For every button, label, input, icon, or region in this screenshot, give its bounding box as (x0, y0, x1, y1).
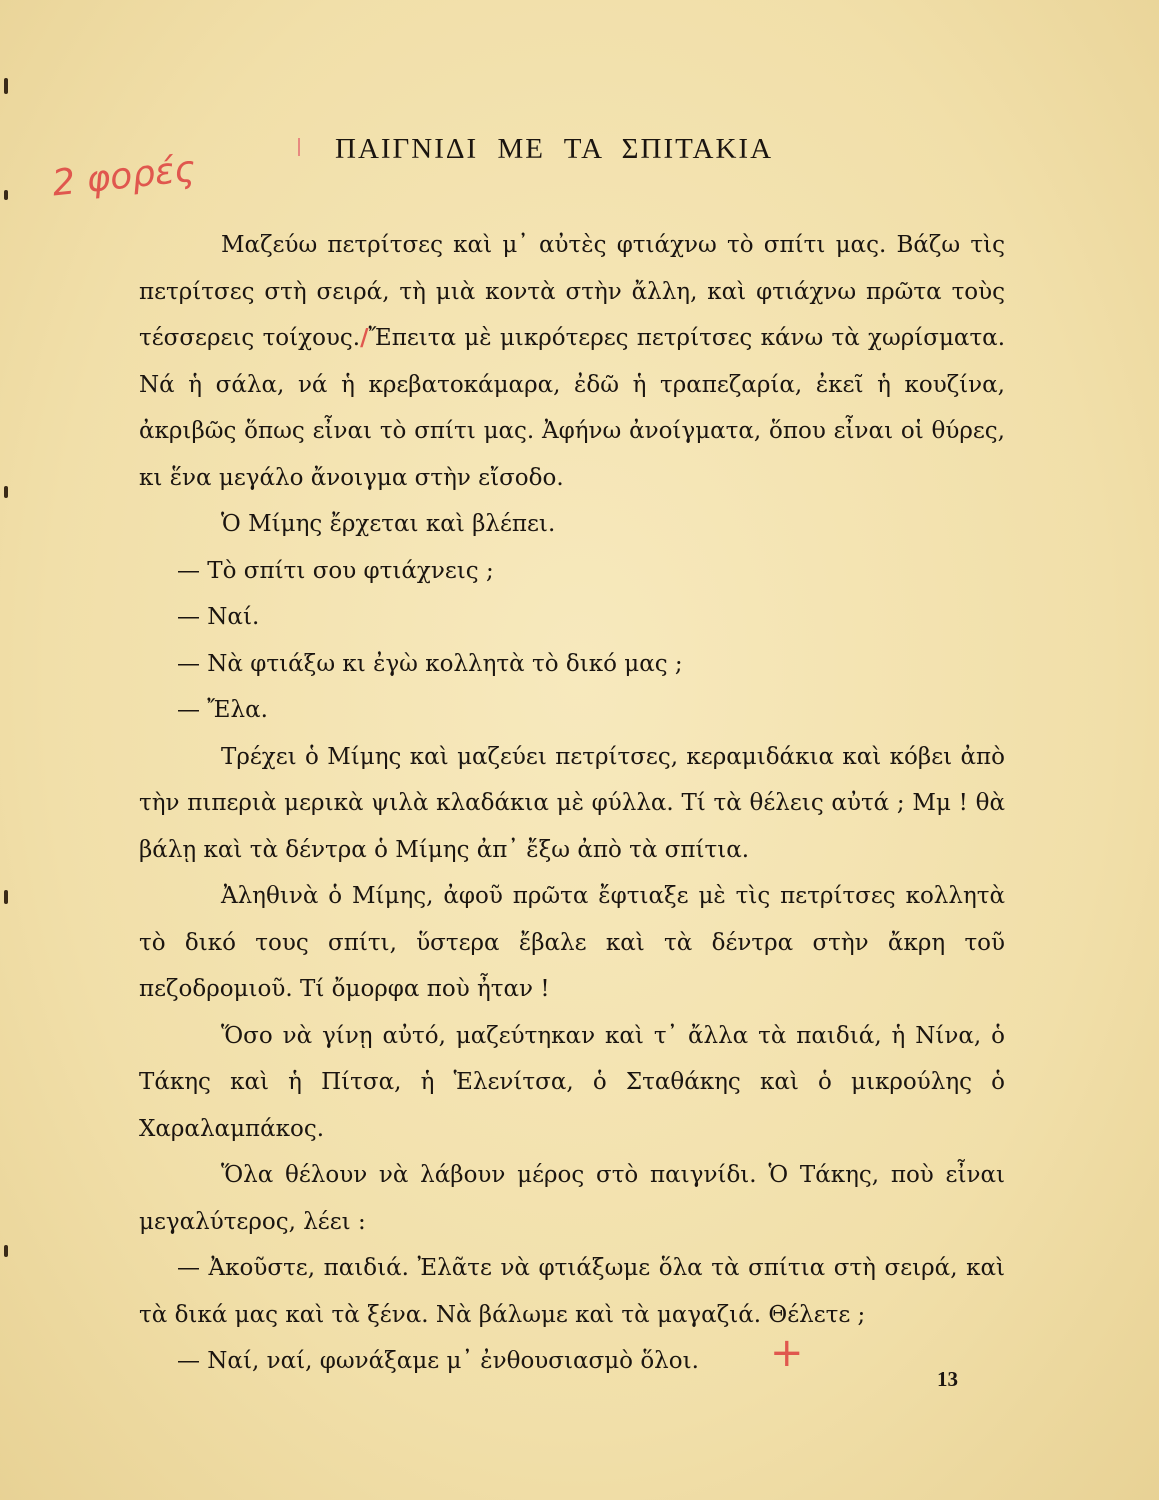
red-plus-mark: + (770, 1330, 804, 1376)
paragraph-6: Ὅλα θέλουν νὰ λάβουν μέρος στὸ παιγνίδι. Ὁ Τάκης, ποὺ εἶναι μεγαλύτερος, λέει : (139, 1162, 1005, 1235)
binding-mark (4, 890, 8, 904)
paragraph-4: Ἀληθινὰ ὁ Μίμης, ἀφοῦ πρῶτα ἔφτιαξε μὲ τὶς πετρίτσες κολλητὰ τὸ δικό τους σπίτι, ὕστερα ἔβαλε καὶ τὰ δέντρα στὴν ἄκρη τοῦ πεζοδρομιοῦ. Τί ὄμορφα ποὺ ἦταν ! (139, 883, 1005, 1002)
paragraph-1-part-2: Ἔπειτα μὲ μικρότερες πετρίτσες κάνω τὰ χωρίσματα. Νά ἡ σάλα, νά ἡ κρεβατοκάμαρα, ἐδῶ ἡ τραπεζαρία, ἐκεῖ ἡ κουζίνα, ἀκριβῶς ὅπως εἶναι τὸ σπίτι μας. Ἀφήνω ἀνοίγματα, ὅπου εἶναι οἱ θύρες, κι ἕνα μεγάλο ἄνοιγμα στὴν εἴσοδο. (139, 325, 1006, 491)
dialogue-line: — Τὸ σπίτι σου φτιάχνεις ; (177, 557, 494, 584)
binding-mark (4, 1245, 8, 1257)
binding-mark (4, 190, 8, 200)
paragraph-1-part-1: Μαζεύω πετρίτσες καὶ μ᾿ αὐτὲς φτιάχνω τὸ σπίτι μας. Βάζω τὶς πετρίτσες στὴ σειρά, τὴ μιὰ κοντὰ στὴν ἄλλη, καὶ φτιάχνω πρῶτα τοὺς τέσσερεις τοίχους. (139, 232, 1005, 351)
paragraph-5: Ὅσο νὰ γίνῃ αὐτό, μαζεύτηκαν καὶ τ᾿ ἄλλα τὰ παιδιά, ἡ Νίνα, ὁ Τάκης καὶ ἡ Πίτσα, ἡ Ἑλενίτσα, ὁ Σταθάκης καὶ ὁ μικρούλης ὁ Χαραλαμπάκος. (139, 1022, 1005, 1142)
page-body (139, 222, 1005, 1385)
binding-mark (4, 78, 8, 94)
page-title: ΠΑΙΓΝΙΔΙ ΜΕ ΤΑ ΣΠΙΤΑΚΙΑ (335, 133, 774, 165)
red-slash-mark: / (360, 324, 369, 351)
dialogue-line: — Ναί. (177, 604, 260, 630)
red-pencil-tick (298, 138, 300, 156)
paragraph-2: Ὁ Μίμης ἔρχεται καὶ βλέπει. (221, 511, 556, 537)
dialogue-line: — Ναί, ναί, φωνάξαμε μ᾿ ἐνθουσιασμὸ ὅλοι. (177, 1348, 699, 1374)
page-number: 13 (937, 1367, 958, 1391)
handwritten-annotation: 2 φορές (50, 148, 198, 205)
dialogue-line: — Ἀκοῦστε, παιδιά. Ἐλᾶτε νὰ φτιάξωμε ὅλα τὰ σπίτια στὴ σειρά, καὶ τὰ δικά μας καὶ τὰ ξένα. Νὰ βάλωμε καὶ τὰ μαγαζιά. Θέλετε ; (139, 1255, 1005, 1328)
binding-mark (4, 486, 8, 498)
paragraph-1 (139, 222, 1005, 501)
dialogue-line: — Νὰ φτιάξω κι ἐγὼ κολλητὰ τὸ δικό μας ; (177, 650, 683, 677)
dialogue-line: — Ἔλα. (177, 697, 268, 723)
paragraph-3: Τρέχει ὁ Μίμης καὶ μαζεύει πετρίτσες, κεραμιδάκια καὶ κόβει ἀπὸ τὴν πιπεριὰ μερικὰ ψιλὰ κλαδάκια μὲ φύλλα. Τί τὰ θέλεις αὐτά ; Μμ ! θὰ βάλῃ καὶ τὰ δέντρα ὁ Μίμης ἀπ᾿ ἔξω ἀπὸ τὰ σπίτια. (139, 743, 1005, 863)
